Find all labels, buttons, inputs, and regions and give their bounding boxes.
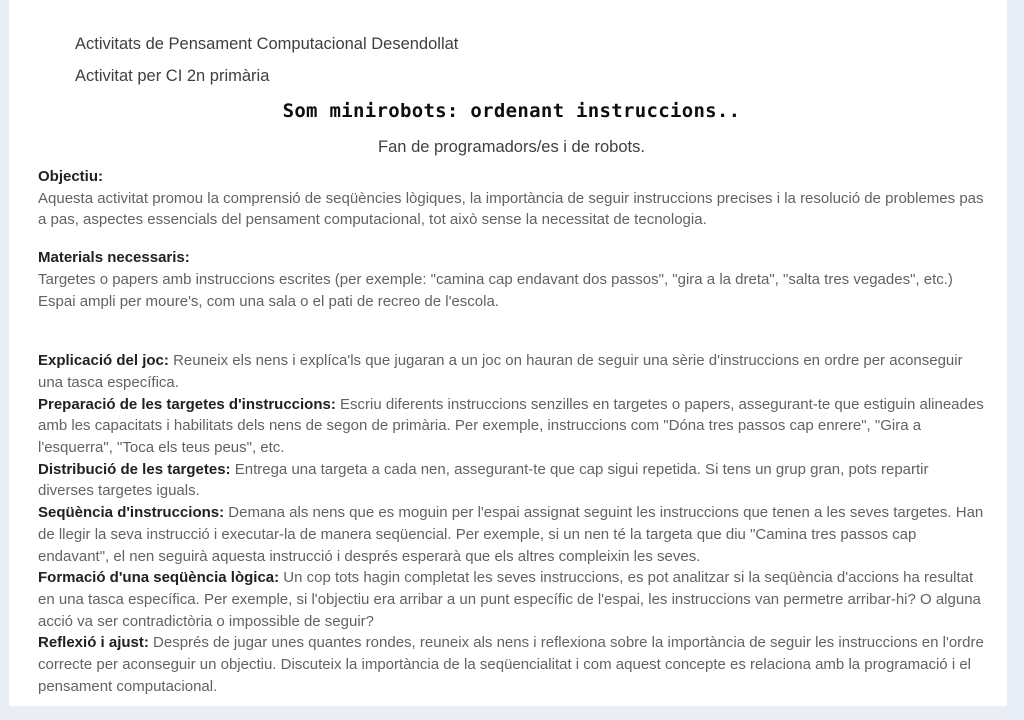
step-text: Demana als nens que es moguin per l'espai assignat seguint les instruccions que tenen a les seves targetes. Han de llegir la seva instrucció i executar-la de manera seqüencial. Per exemple, si un nen té la targeta que diu "Camina tres passos cap endavant", el nen seguirà aquesta instrucció i després esperarà que els altres compleixin les seves. [38, 504, 984, 565]
objectiu-label: Objectiu: [38, 168, 104, 185]
step-label: Distribució de les targetes: [38, 460, 231, 478]
step-label: Explicació del joc: [38, 352, 169, 370]
step-label: Reflexió i ajust: [38, 634, 149, 652]
step-explicacio [38, 350, 985, 393]
doc-header-line1: Activitats de Pensament Computacional Desendollat [75, 35, 459, 53]
step-label: Formació d'una seqüència lògica: [38, 569, 280, 587]
step-distribucio [38, 459, 985, 502]
step-label: Seqüència d'instruccions: [38, 504, 225, 522]
step-formacio [38, 567, 985, 632]
materials-item-targetes: Targetes o papers amb instruccions escrites (per exemple: "camina cap endavant dos passos", "gira a la dreta", "salta tres vegades", etc.) [38, 270, 953, 288]
step-label: Preparació de les targetes d'instruccions: [38, 395, 336, 413]
doc-header [75, 33, 985, 87]
materials-label: Materials necessaris: [38, 249, 190, 267]
step-reflexio [38, 632, 985, 697]
activity-subtitle: Fan de programadors/es i de robots. [378, 138, 645, 156]
document-page [9, 0, 1007, 706]
step-preparacio [38, 394, 985, 459]
step-text: Després de jugar unes quantes rondes, reuneix als nens i reflexiona sobre la importància de seguir les instruccions en l'ordre correcte per aconseguir un objectiu. Discuteix la importància de la seqüencialitat i com aquest concepte es relaciona amb la programació i el pensament computacional. [38, 634, 984, 695]
materials-item-espai: Espai ampli per moure's, com una sala o el pati de recreo de l'escola. [38, 292, 499, 310]
step-text: Reuneix els nens i explíca'ls que jugaran a un joc on hauran de seguir una sèrie d'instruccions en ordre per aconseguir una tasca específica. [38, 352, 963, 391]
objectiu-text: Aquesta activitat promou la comprensió de seqüències lògiques, la importància de seguir instruccions precises i la resolució de problemes pas a pas, aspectes essencials del pensament computacional, tot això sense la necessitat de tecnologia. [38, 189, 984, 229]
activity-title: Som minirobots: ordenant instruccions.. [282, 100, 741, 122]
doc-header-line2: Activitat per CI 2n primària [75, 67, 270, 85]
step-sequencia [38, 502, 985, 567]
step-text: Un cop tots hagin completat les seves instruccions, es pot analitzar si la seqüència d'accions ha resultat en una tasca específica. Per exemple, si l'objectiu era arribar a un punt específic de l'espai, les instruccions van permetre arribar-hi? O alguna acció va ser contradictòria o impossible de seguir? [38, 569, 981, 630]
step-text: Escriu diferents instruccions senzilles en targetes o papers, assegurant-te que estiguin alineades amb les capacitats i habilitats dels nens de segon de primària. Per exemple, instruccions com "Dóna tres passos cap enrere", "Gira a l'esquerra", "Toca els teus peus", etc. [38, 395, 984, 457]
steps-section [38, 350, 985, 697]
step-text: Entrega una targeta a cada nen, assegurant-te que cap sigui repetida. Si tens un grup gran, pots repartir diverses targetes iguals. [38, 460, 929, 500]
